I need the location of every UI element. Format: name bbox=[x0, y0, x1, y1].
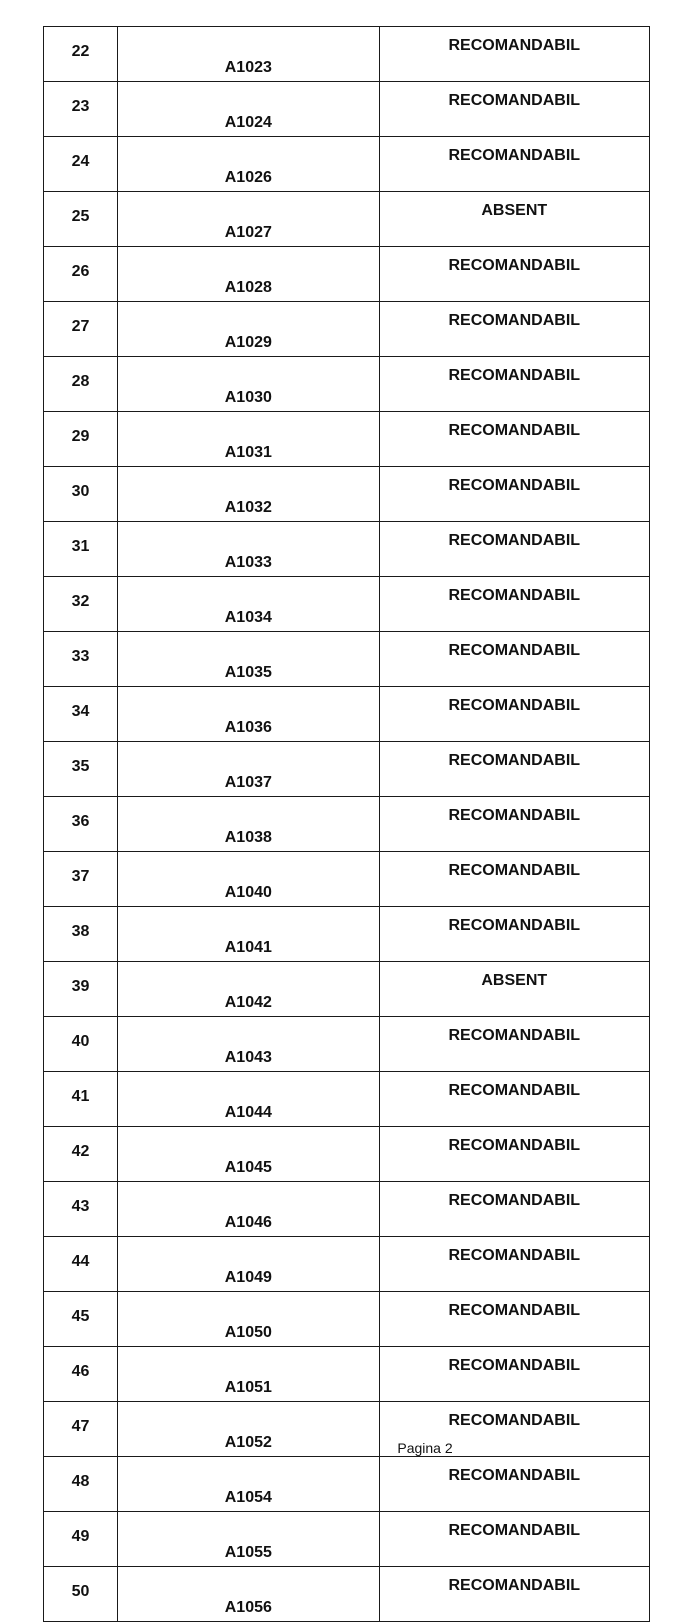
candidate-code-cell: A1035 bbox=[118, 632, 379, 687]
result-status-cell: RECOMANDABIL bbox=[379, 1072, 649, 1127]
results-table bbox=[43, 26, 650, 1622]
result-status-cell: RECOMANDABIL bbox=[379, 302, 649, 357]
candidate-code-cell: A1030 bbox=[118, 357, 379, 412]
candidate-code-cell: A1052 bbox=[118, 1402, 379, 1457]
row-number-cell: 33 bbox=[44, 632, 118, 687]
table-row bbox=[44, 192, 650, 247]
result-status-cell: RECOMANDABIL bbox=[379, 1512, 649, 1567]
table-row bbox=[44, 742, 650, 797]
candidate-code-cell: A1031 bbox=[118, 412, 379, 467]
row-number-cell: 48 bbox=[44, 1457, 118, 1512]
table-row bbox=[44, 1237, 650, 1292]
row-number-cell: 23 bbox=[44, 82, 118, 137]
table-row bbox=[44, 1127, 650, 1182]
candidate-code-cell: A1040 bbox=[118, 852, 379, 907]
table-row bbox=[44, 962, 650, 1017]
table-row bbox=[44, 27, 650, 82]
candidate-code-cell: A1056 bbox=[118, 1567, 379, 1622]
table-row bbox=[44, 1182, 650, 1237]
row-number-cell: 40 bbox=[44, 1017, 118, 1072]
table-row bbox=[44, 687, 650, 742]
table-row bbox=[44, 412, 650, 467]
table-row bbox=[44, 632, 650, 687]
candidate-code-cell: A1055 bbox=[118, 1512, 379, 1567]
result-status-cell: RECOMANDABIL bbox=[379, 1347, 649, 1402]
table-row bbox=[44, 357, 650, 412]
row-number-cell: 38 bbox=[44, 907, 118, 962]
result-status-cell: RECOMANDABIL bbox=[379, 1017, 649, 1072]
row-number-cell: 49 bbox=[44, 1512, 118, 1567]
result-status-cell: RECOMANDABIL bbox=[379, 82, 649, 137]
result-status-cell: ABSENT bbox=[379, 962, 649, 1017]
row-number-cell: 30 bbox=[44, 467, 118, 522]
result-status-cell: RECOMANDABIL bbox=[379, 357, 649, 412]
result-status-cell: RECOMANDABIL bbox=[379, 1237, 649, 1292]
candidate-code-cell: A1044 bbox=[118, 1072, 379, 1127]
row-number-cell: 47 bbox=[44, 1402, 118, 1457]
candidate-code-cell: A1037 bbox=[118, 742, 379, 797]
row-number-cell: 34 bbox=[44, 687, 118, 742]
candidate-code-cell: A1049 bbox=[118, 1237, 379, 1292]
candidate-code-cell: A1029 bbox=[118, 302, 379, 357]
result-status-cell: RECOMANDABIL bbox=[379, 247, 649, 302]
result-status-cell: RECOMANDABIL bbox=[379, 1182, 649, 1237]
row-number-cell: 43 bbox=[44, 1182, 118, 1237]
result-status-cell: RECOMANDABIL bbox=[379, 797, 649, 852]
candidate-code-cell: A1036 bbox=[118, 687, 379, 742]
row-number-cell: 26 bbox=[44, 247, 118, 302]
row-number-cell: 32 bbox=[44, 577, 118, 632]
result-status-cell: RECOMANDABIL bbox=[379, 742, 649, 797]
table-row bbox=[44, 577, 650, 632]
candidate-code-cell: A1051 bbox=[118, 1347, 379, 1402]
result-status-cell: RECOMANDABIL bbox=[379, 1127, 649, 1182]
result-status-cell: RECOMANDABIL bbox=[379, 577, 649, 632]
row-number-cell: 46 bbox=[44, 1347, 118, 1402]
row-number-cell: 27 bbox=[44, 302, 118, 357]
page-number: Pagina 2 bbox=[397, 1440, 453, 1456]
row-number-cell: 22 bbox=[44, 27, 118, 82]
candidate-code-cell: A1027 bbox=[118, 192, 379, 247]
table-row bbox=[44, 852, 650, 907]
table-row bbox=[44, 907, 650, 962]
table-row bbox=[44, 1512, 650, 1567]
candidate-code-cell: A1050 bbox=[118, 1292, 379, 1347]
candidate-code-cell: A1024 bbox=[118, 82, 379, 137]
table-row bbox=[44, 1347, 650, 1402]
result-status-cell: RECOMANDABIL bbox=[379, 27, 649, 82]
candidate-code-cell: A1046 bbox=[118, 1182, 379, 1237]
row-number-cell: 45 bbox=[44, 1292, 118, 1347]
result-status-cell: ABSENT bbox=[379, 192, 649, 247]
candidate-code-cell: A1034 bbox=[118, 577, 379, 632]
row-number-cell: 25 bbox=[44, 192, 118, 247]
results-table-body bbox=[44, 27, 650, 1622]
table-row bbox=[44, 1567, 650, 1622]
candidate-code-cell: A1028 bbox=[118, 247, 379, 302]
result-status-cell: RECOMANDABIL bbox=[379, 412, 649, 467]
table-row bbox=[44, 522, 650, 577]
row-number-cell: 35 bbox=[44, 742, 118, 797]
candidate-code-cell: A1041 bbox=[118, 907, 379, 962]
candidate-code-cell: A1033 bbox=[118, 522, 379, 577]
table-row bbox=[44, 302, 650, 357]
table-row bbox=[44, 1072, 650, 1127]
table-row bbox=[44, 137, 650, 192]
candidate-code-cell: A1026 bbox=[118, 137, 379, 192]
result-status-cell: RECOMANDABIL bbox=[379, 467, 649, 522]
result-status-cell: RECOMANDABIL bbox=[379, 687, 649, 742]
row-number-cell: 39 bbox=[44, 962, 118, 1017]
row-number-cell: 37 bbox=[44, 852, 118, 907]
row-number-cell: 36 bbox=[44, 797, 118, 852]
table-row bbox=[44, 797, 650, 852]
result-status-cell: RECOMANDABIL bbox=[379, 1457, 649, 1512]
result-status-cell: RECOMANDABIL bbox=[379, 632, 649, 687]
result-status-cell: RECOMANDABIL bbox=[379, 1292, 649, 1347]
row-number-cell: 41 bbox=[44, 1072, 118, 1127]
table-row bbox=[44, 1457, 650, 1512]
candidate-code-cell: A1042 bbox=[118, 962, 379, 1017]
row-number-cell: 24 bbox=[44, 137, 118, 192]
table-row bbox=[44, 467, 650, 522]
table-row bbox=[44, 1017, 650, 1072]
result-status-cell: RECOMANDABIL bbox=[379, 137, 649, 192]
result-status-cell: RECOMANDABIL bbox=[379, 907, 649, 962]
row-number-cell: 44 bbox=[44, 1237, 118, 1292]
candidate-code-cell: A1045 bbox=[118, 1127, 379, 1182]
result-status-cell: RECOMANDABIL bbox=[379, 1402, 649, 1457]
result-status-cell: RECOMANDABIL bbox=[379, 1567, 649, 1622]
table-row bbox=[44, 247, 650, 302]
candidate-code-cell: A1054 bbox=[118, 1457, 379, 1512]
result-status-cell: RECOMANDABIL bbox=[379, 522, 649, 577]
table-row bbox=[44, 82, 650, 137]
candidate-code-cell: A1043 bbox=[118, 1017, 379, 1072]
table-row bbox=[44, 1292, 650, 1347]
row-number-cell: 29 bbox=[44, 412, 118, 467]
candidate-code-cell: A1032 bbox=[118, 467, 379, 522]
row-number-cell: 42 bbox=[44, 1127, 118, 1182]
candidate-code-cell: A1023 bbox=[118, 27, 379, 82]
row-number-cell: 28 bbox=[44, 357, 118, 412]
candidate-code-cell: A1038 bbox=[118, 797, 379, 852]
result-status-cell: RECOMANDABIL bbox=[379, 852, 649, 907]
row-number-cell: 50 bbox=[44, 1567, 118, 1622]
row-number-cell: 31 bbox=[44, 522, 118, 577]
